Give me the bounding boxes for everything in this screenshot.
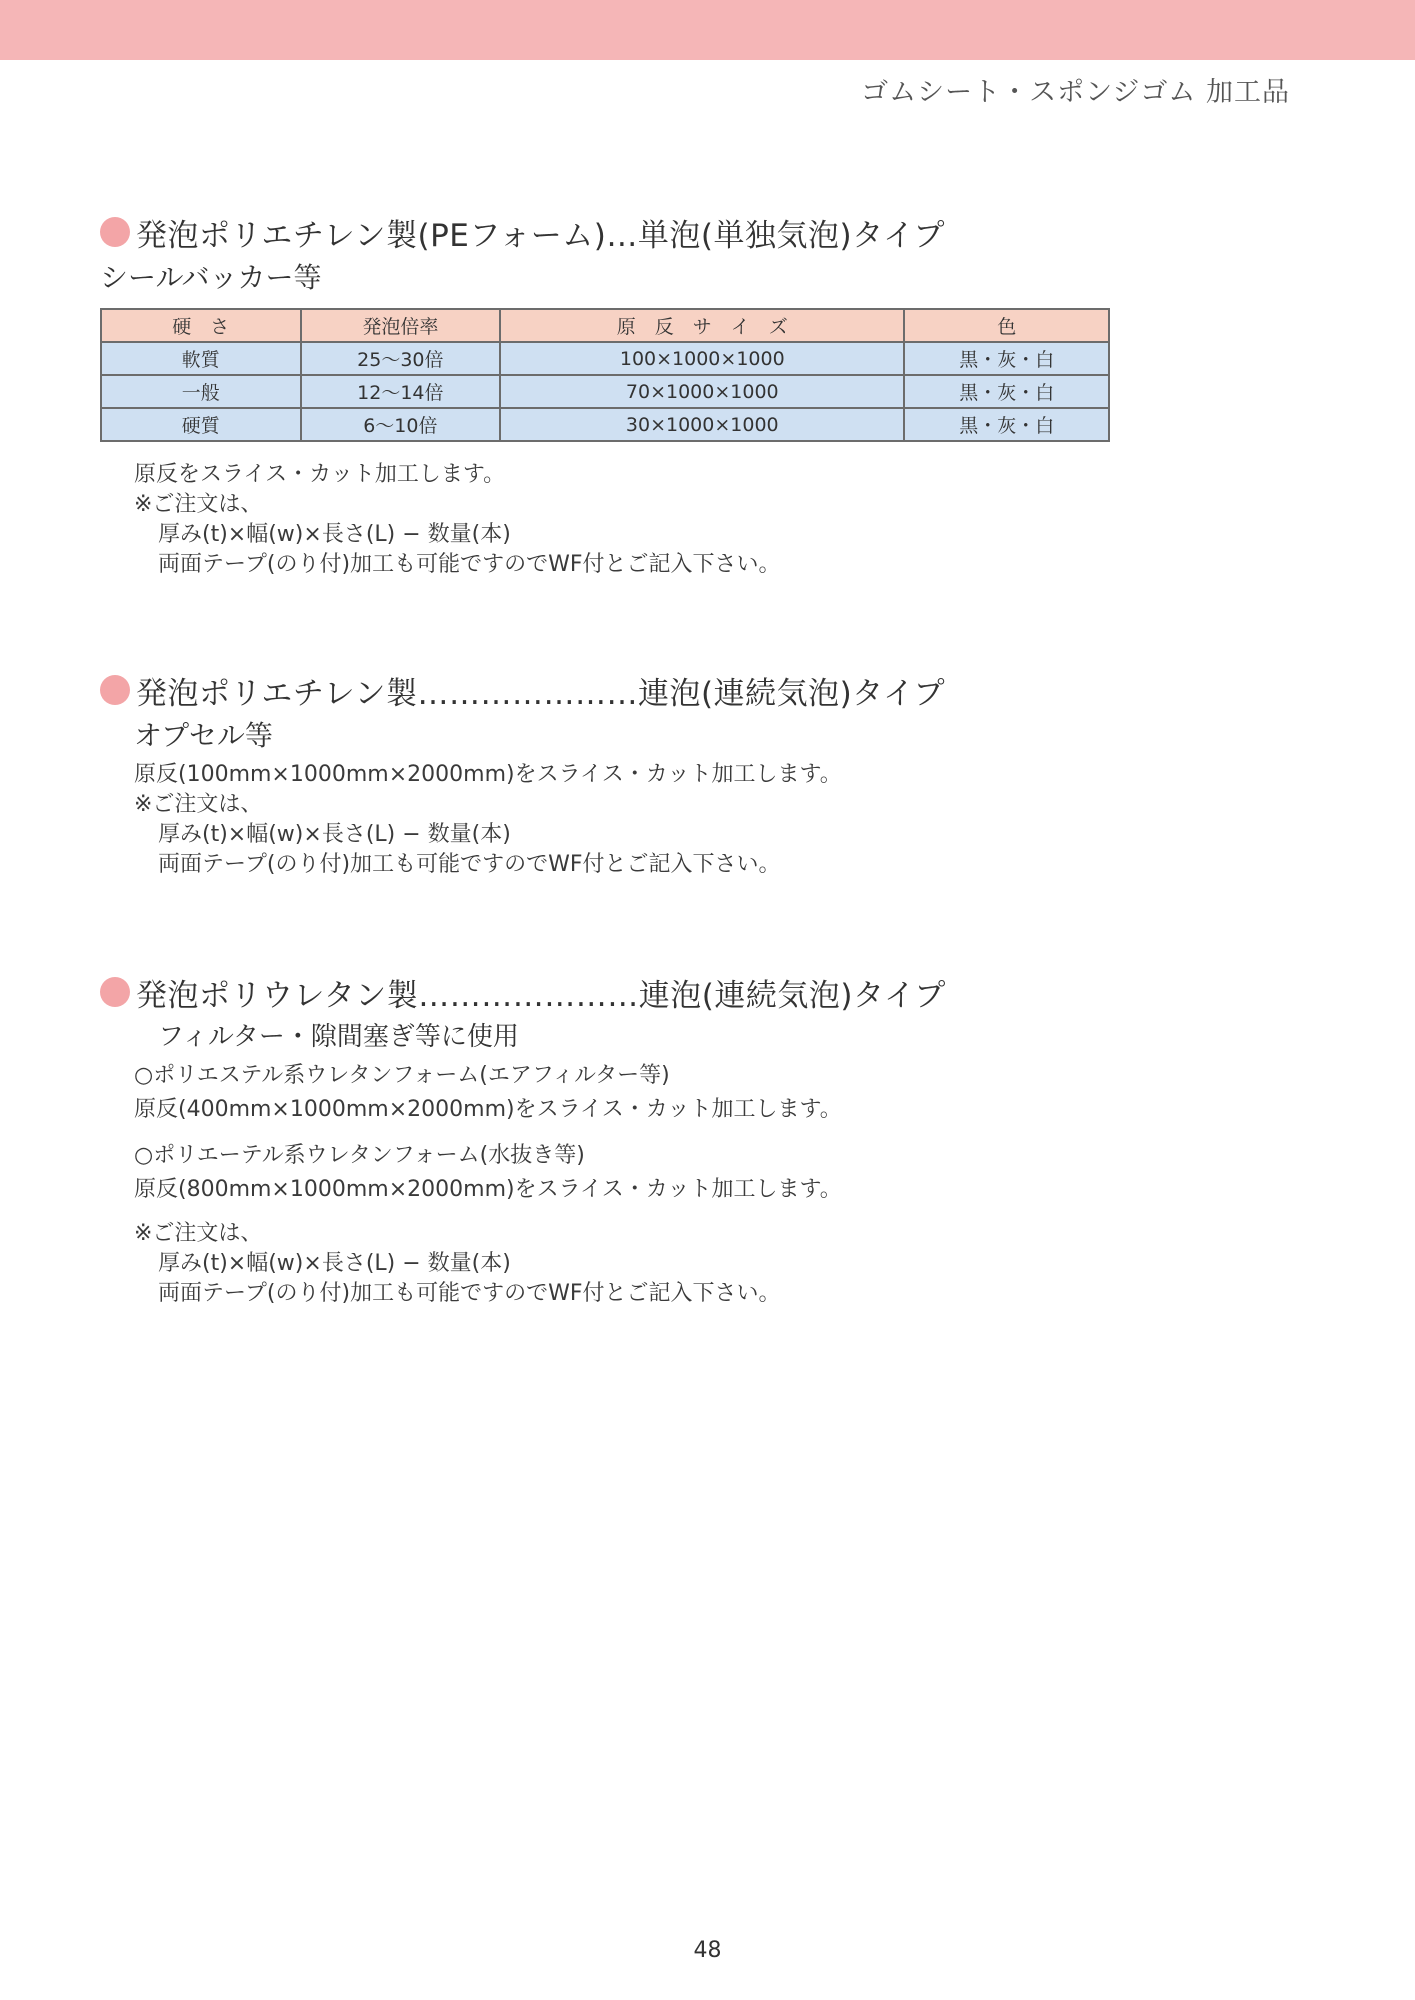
- table-cell: 硬質: [101, 408, 301, 441]
- notes-block: [100, 460, 1300, 580]
- column-header-hardness: 硬 さ: [101, 309, 301, 342]
- notes-block: [100, 760, 1300, 880]
- table-row: [101, 375, 1109, 408]
- section-title: [100, 210, 1300, 254]
- column-header-expansion: 発泡倍率: [301, 309, 501, 342]
- section-polyurethane: [100, 970, 1300, 1309]
- note-line: ※ご注文は、: [134, 792, 263, 817]
- table-cell: 一般: [101, 375, 301, 408]
- table-cell: 25〜30倍: [301, 342, 501, 375]
- section-pe-foam: [100, 210, 1300, 580]
- note-line: 両面テープ(のり付)加工も可能ですのでWF付とご記入下さい。: [158, 1281, 781, 1306]
- section-title: [100, 970, 1300, 1014]
- items-block: [100, 1061, 1300, 1205]
- page-number: 48: [693, 1938, 722, 1963]
- notes-block: [100, 1219, 1300, 1309]
- section-pe-open-cell: [100, 668, 1300, 880]
- table-cell: 黒・灰・白: [904, 408, 1109, 441]
- bullet-dot-icon: [100, 977, 130, 1007]
- table-cell: 黒・灰・白: [904, 342, 1109, 375]
- note-line: 両面テープ(のり付)加工も可能ですのでWF付とご記入下さい。: [158, 552, 781, 577]
- header-title: ゴムシート・スポンジゴム 加工品: [861, 77, 1290, 108]
- column-header-size: 原 反 サ イ ズ: [500, 309, 904, 342]
- bullet-dot-icon: [100, 675, 130, 705]
- table-cell: 12〜14倍: [301, 375, 501, 408]
- bullet-dot-icon: [100, 217, 130, 247]
- table-header-row: [101, 309, 1109, 342]
- table-row: [101, 408, 1109, 441]
- section-title-text: 発泡ポリエチレン製…………………連泡(連続気泡)タイプ: [136, 675, 946, 712]
- table-row: [101, 342, 1109, 375]
- list-item-desc: 原反(400mm×1000mm×2000mm)をスライス・カット加工します。: [134, 1097, 842, 1122]
- table-cell: 30×1000×1000: [500, 408, 904, 441]
- note-line: 原反をスライス・カット加工します。: [134, 462, 506, 487]
- top-color-band: [0, 0, 1415, 60]
- list-item-desc: 原反(800mm×1000mm×2000mm)をスライス・カット加工します。: [134, 1177, 842, 1202]
- section-subtitle: フィルター・隙間塞ぎ等に使用: [158, 1022, 519, 1052]
- note-line: 厚み(t)×幅(w)×長さ(L) − 数量(本): [158, 822, 511, 847]
- table-cell: 70×1000×1000: [500, 375, 904, 408]
- section-subtitle: オプセル等: [134, 719, 273, 752]
- list-item-name: ○ポリエステル系ウレタンフォーム(エアフィルター等): [134, 1063, 670, 1088]
- note-line: 厚み(t)×幅(w)×長さ(L) − 数量(本): [158, 522, 511, 547]
- section-title: [100, 668, 1300, 712]
- spec-table: [100, 308, 1110, 442]
- table-cell: 6〜10倍: [301, 408, 501, 441]
- section-title-text: 発泡ポリウレタン製…………………連泡(連続気泡)タイプ: [136, 977, 946, 1014]
- note-line: ※ご注文は、: [134, 1221, 263, 1246]
- note-line: 厚み(t)×幅(w)×長さ(L) − 数量(本): [158, 1251, 511, 1276]
- table-cell: 黒・灰・白: [904, 375, 1109, 408]
- note-line: 原反(100mm×1000mm×2000mm)をスライス・カット加工します。: [134, 762, 842, 787]
- note-line: 両面テープ(のり付)加工も可能ですのでWF付とご記入下さい。: [158, 852, 781, 877]
- list-item-name: ○ポリエーテル系ウレタンフォーム(水抜き等): [134, 1143, 585, 1168]
- table-cell: 軟質: [101, 342, 301, 375]
- section-title-text: 発泡ポリエチレン製(PEフォーム)…単泡(単独気泡)タイプ: [136, 217, 946, 254]
- section-subtitle: シールバッカー等: [100, 261, 322, 294]
- note-line: ※ご注文は、: [134, 492, 263, 517]
- column-header-color: 色: [904, 309, 1109, 342]
- table-cell: 100×1000×1000: [500, 342, 904, 375]
